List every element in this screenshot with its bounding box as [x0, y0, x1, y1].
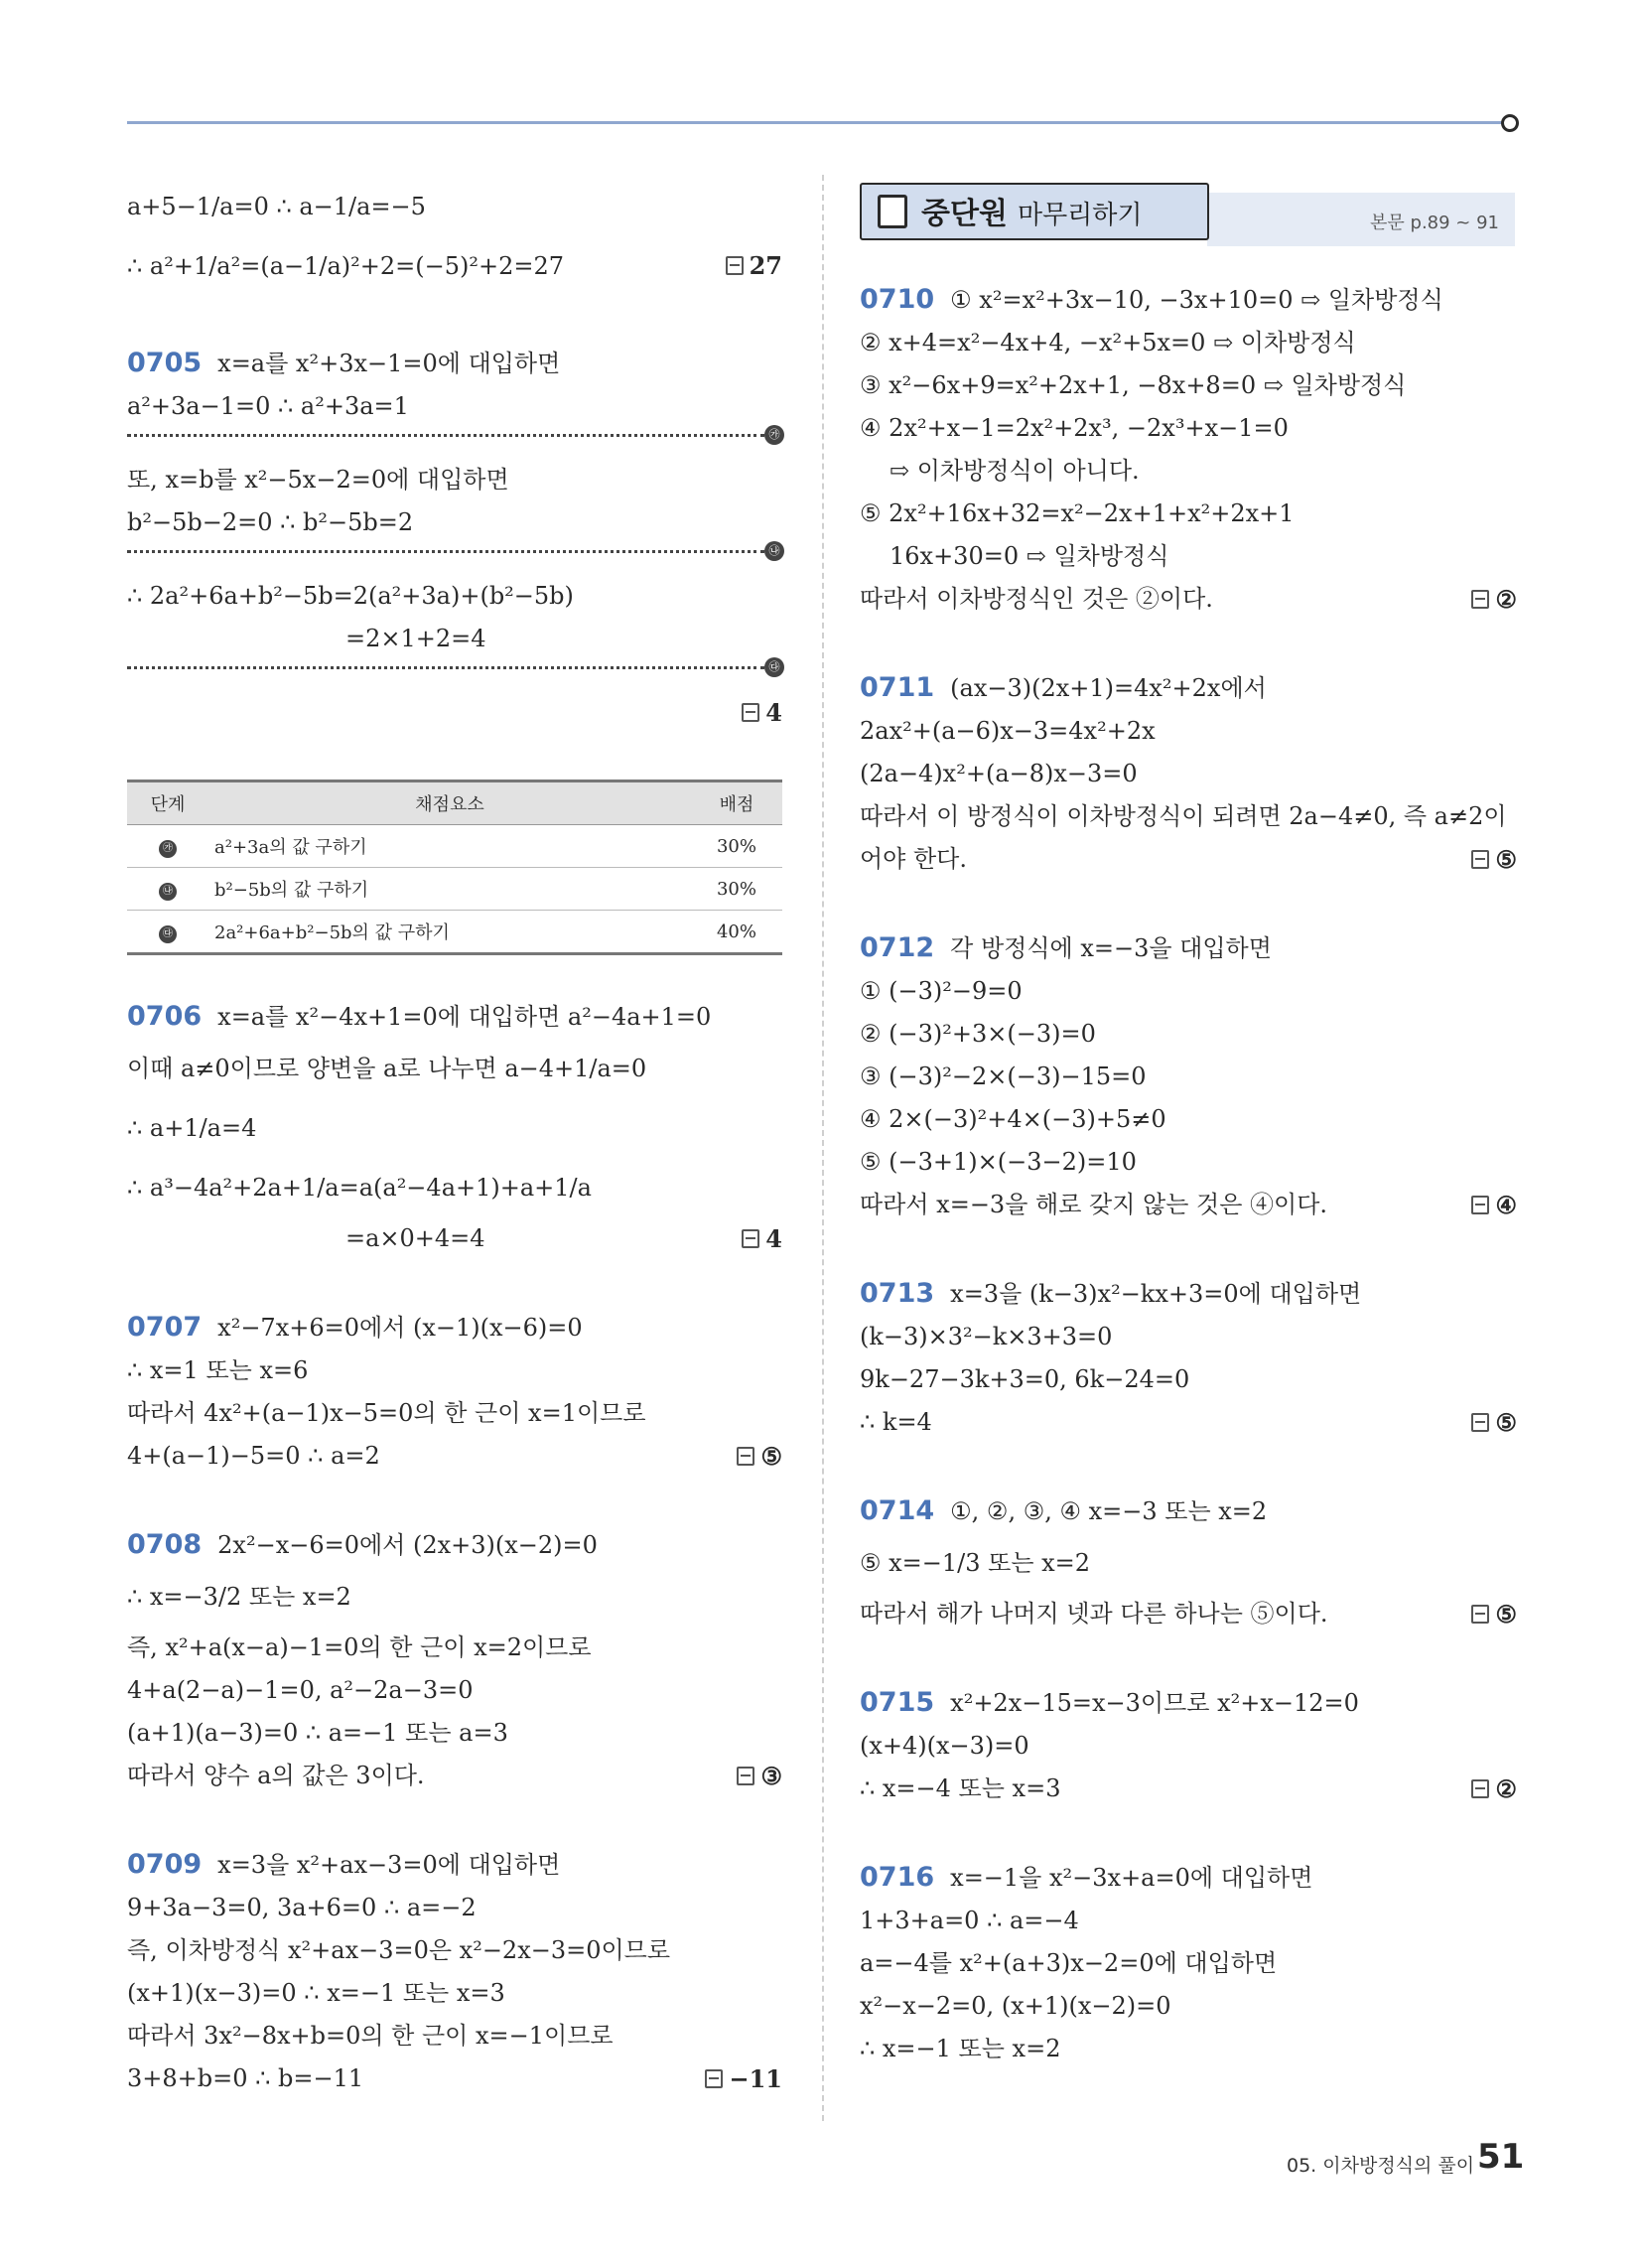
answer-value: ⑤: [1495, 1600, 1517, 1629]
solution-line-text: 각 방정식에 x=−3을 대입하면: [950, 934, 1272, 962]
problem-header: [860, 278, 1517, 322]
solution-line: ⇨ 이차방정식이 아니다.: [889, 457, 1140, 485]
solution-line-text: ∴ k=4: [860, 1408, 932, 1436]
solution-line: [860, 1593, 1517, 1635]
problem-header: [860, 1272, 1517, 1316]
solution-line: a²+3a−1=0 ∴ a²+3a=1: [127, 392, 409, 420]
problem-number: 0705: [127, 348, 203, 378]
solution-line: ③ (−3)²−2×(−3)−15=0: [860, 1063, 1147, 1090]
problem-0714: [860, 1489, 1517, 1635]
problem-number: 0711: [860, 672, 935, 703]
step-marker: ㉯: [159, 883, 177, 901]
solution-line: (a+1)(a−3)=0 ∴ a=−1 또는 a=3: [127, 1719, 508, 1747]
problem-0709: [127, 1843, 782, 2100]
solution-line: [127, 1755, 782, 1797]
answer: [737, 1435, 782, 1478]
table-header: 배점: [691, 781, 782, 825]
problem-header: [127, 1523, 782, 1567]
solution-line: ⑤ x=−1/3 또는 x=2: [860, 1549, 1091, 1577]
section-title: [921, 189, 1143, 232]
problem-header: [860, 1681, 1517, 1725]
answer-icon: [1471, 850, 1489, 869]
notebook-icon: [878, 195, 907, 228]
solution-line-text: 따라서 양수 a의 값은 3이다.: [127, 1762, 425, 1789]
problem-header: [127, 995, 782, 1039]
top-rule-end-dot: [1501, 114, 1519, 132]
solution-line: ② (−3)²+3×(−3)=0: [860, 1020, 1096, 1048]
solution-line: ② x+4=x²−4x+4, −x²+5x=0 ⇨ 이차방정식: [860, 329, 1356, 356]
answer-icon: [1471, 590, 1489, 609]
problem-number: 0716: [860, 1862, 935, 1893]
solution-line: ∴ x=−3/2 또는 x=2: [127, 1583, 351, 1611]
answer-value: ④: [1495, 1191, 1517, 1219]
step-separator: [127, 660, 780, 673]
problem-header: [860, 926, 1517, 970]
solution-line: 4+a(2−a)−1=0, a²−2a−3=0: [127, 1676, 474, 1704]
solution-line: [860, 578, 1517, 621]
answer-value: ②: [1495, 585, 1517, 614]
problem-number: 0713: [860, 1278, 935, 1309]
problem-0710: [860, 278, 1517, 621]
table-row: [127, 825, 782, 868]
answer-icon: [742, 703, 759, 722]
solution-line-text: 따라서 해가 나머지 넷과 다른 하나는 ⑤이다.: [860, 1600, 1328, 1628]
solution-line: x²−x−2=0, (x+1)(x−2)=0: [860, 1992, 1171, 2020]
solution-line: b²−5b−2=0 ∴ b²−5b=2: [127, 508, 414, 536]
step-marker: ㉰: [159, 925, 177, 943]
solution-line-text: 따라서 x=−3을 해로 갖지 않는 것은 ④이다.: [860, 1191, 1328, 1218]
step-marker: ㉮: [764, 425, 784, 445]
solution-line-text: (ax−3)(2x+1)=4x²+2x에서: [950, 674, 1267, 702]
solution-line: ∴ 2a²+6a+b²−5b=2(a²+3a)+(b²−5b): [127, 582, 574, 610]
column-divider: [822, 175, 824, 2121]
problem-header: [860, 1489, 1517, 1533]
solution-line: ④ 2×(−3)²+4×(−3)+5≠0: [860, 1105, 1166, 1133]
solution-line-text: x=3을 (k−3)x²−kx+3=0에 대입하면: [950, 1280, 1362, 1308]
answer-icon: [726, 256, 744, 275]
problem-number: 0709: [127, 1849, 203, 1880]
step-separator: [127, 428, 780, 441]
solution-line: [860, 1184, 1517, 1226]
table-header: 채점요소: [208, 781, 691, 825]
section-title-sub: 마무리하기: [1017, 201, 1143, 230]
solution-line: ① (−3)²−9=0: [860, 977, 1023, 1005]
answer-value: ②: [1495, 1774, 1517, 1803]
answer: [1471, 1401, 1517, 1444]
solution-line: 16x+30=0 ⇨ 일차방정식: [889, 542, 1169, 570]
table-cell: 30%: [691, 825, 782, 868]
answer: [1471, 1768, 1517, 1810]
solution-line-text: x²+2x−15=x−3이므로 x²+x−12=0: [950, 1689, 1359, 1717]
problem-number: 0707: [127, 1312, 203, 1343]
solution-line-text: 어야 한다.: [860, 845, 967, 873]
table-header: 단계: [127, 781, 208, 825]
answer-value: −11: [729, 2064, 782, 2093]
problem-0708: [127, 1523, 782, 1797]
solution-line-text: ∴ x=−4 또는 x=3: [860, 1774, 1061, 1802]
solution-line-text: ∴ a²+1/a²=(a−1/a)²+2=(−5)²+2=27: [127, 252, 565, 280]
solution-line: 9+3a−3=0, 3a+6=0 ∴ a=−2: [127, 1894, 477, 1921]
solution-line: 따라서 3x²−8x+b=0의 한 근이 x=−1이므로: [127, 2022, 614, 2050]
solution-line: (x+4)(x−3)=0: [860, 1732, 1029, 1760]
table-cell: a²+3a의 값 구하기: [208, 825, 691, 868]
answer-value: 27: [749, 251, 782, 280]
solution-line: (k−3)×3²−k×3+3=0: [860, 1323, 1113, 1350]
top-rule: [127, 121, 1509, 124]
solution-line: ③ x²−6x+9=x²+2x+1, −8x+8=0 ⇨ 일차방정식: [860, 371, 1407, 399]
solution-line-text: x=a를 x²−4x+1=0에 대입하면 a²−4a+1=0: [217, 1003, 712, 1031]
solution-line-text: x=3을 x²+ax−3=0에 대입하면: [217, 1851, 561, 1879]
table-row: [127, 911, 782, 954]
solution-line: ⑤ 2x²+16x+32=x²−2x+1+x²+2x+1: [860, 499, 1295, 527]
section-banner: [860, 177, 1517, 248]
chapter-title: 05. 이차방정식의 풀이: [1287, 2155, 1475, 2177]
answer: [705, 2057, 782, 2100]
problem-0713: [860, 1272, 1517, 1444]
table-cell: 2a²+6a+b²−5b의 값 구하기: [208, 911, 691, 954]
solution-line-text: 3+8+b=0 ∴ b=−11: [127, 2064, 364, 2092]
solution-line-text: x=−1을 x²−3x+a=0에 대입하면: [950, 1864, 1313, 1892]
problem-0715: [860, 1681, 1517, 1810]
answer-value: 4: [765, 698, 782, 727]
answer: [1471, 1184, 1517, 1226]
answer-value: ⑤: [1495, 1408, 1517, 1437]
solution-line: ④ 2x²+x−1=2x²+2x³, −2x³+x−1=0: [860, 414, 1289, 442]
table-cell: b²−5b의 값 구하기: [208, 868, 691, 911]
solution-line: [127, 1217, 782, 1260]
solution-line: [127, 2057, 782, 2100]
problem-0706: [127, 995, 782, 1260]
problem-number: 0708: [127, 1529, 203, 1560]
solution-line-text: ① x²=x²+3x−10, −3x+10=0 ⇨ 일차방정식: [950, 286, 1443, 314]
problem-header: [127, 1843, 782, 1887]
answer: [737, 1755, 782, 1797]
problem-0712: [860, 926, 1517, 1226]
solution-line: 이때 a≠0이므로 양변을 a로 나누면 a−4+1/a=0: [127, 1055, 647, 1082]
solution-line: 9k−27−3k+3=0, 6k−24=0: [860, 1365, 1190, 1393]
problem-header: [127, 342, 782, 385]
table-cell: 40%: [691, 911, 782, 954]
answer: [1471, 1593, 1517, 1635]
answer-value: 4: [765, 1224, 782, 1253]
answer-icon: [737, 1767, 754, 1785]
solution-line: ∴ x=−1 또는 x=2: [860, 2035, 1061, 2062]
step-marker: ㉯: [764, 541, 784, 561]
table-row: [127, 868, 782, 911]
solution-line: 또, x=b를 x²−5x−2=0에 대입하면: [127, 466, 509, 494]
page-reference: 본문 p.89 ~ 91: [1370, 213, 1499, 233]
answer-value: ③: [760, 1762, 782, 1790]
scoring-table: [127, 780, 782, 955]
problem-header: [860, 1856, 1517, 1900]
left-column: [127, 177, 782, 2146]
intro-solution: [127, 177, 782, 296]
solution-line: [127, 1435, 782, 1478]
answer-icon: [1471, 1413, 1489, 1432]
answer: [742, 1217, 782, 1260]
problem-number: 0712: [860, 932, 935, 963]
section-title-main: 중단원: [921, 197, 1008, 231]
solution-line-text: x=a를 x²+3x−1=0에 대입하면: [217, 350, 561, 377]
step-separator: [127, 544, 780, 557]
problem-0716: [860, 1856, 1517, 2070]
problem-number: 0714: [860, 1495, 935, 1526]
right-column: [860, 177, 1517, 2116]
answer: [1471, 838, 1517, 881]
solution-line: ∴ x=1 또는 x=6: [127, 1356, 309, 1384]
step-marker: ㉰: [764, 657, 784, 677]
solution-line-text: =a×0+4=4: [345, 1224, 485, 1252]
step-marker: ㉮: [159, 840, 177, 858]
answer-icon: [742, 1229, 759, 1248]
problem-number: 0706: [127, 1001, 203, 1032]
problem-0705: [127, 342, 782, 734]
problem-header: [860, 666, 1517, 710]
problem-number: 0715: [860, 1687, 935, 1718]
solution-line: 따라서 4x²+(a−1)x−5=0의 한 근이 x=1이므로: [127, 1399, 646, 1427]
solution-line: =2×1+2=4: [345, 625, 486, 652]
solution-line: [127, 236, 782, 296]
solution-line: [860, 1768, 1517, 1810]
solution-line-text: 따라서 이차방정식인 것은 ②이다.: [860, 585, 1213, 613]
solution-line-text: x²−7x+6=0에서 (x−1)(x−6)=0: [217, 1314, 583, 1342]
solution-line-text: 4+(a−1)−5=0 ∴ a=2: [127, 1442, 380, 1470]
answer: [1471, 578, 1517, 621]
answer-icon: [1471, 1779, 1489, 1798]
solution-line: [860, 838, 1517, 881]
solution-line: a+5−1/a=0 ∴ a−1/a=−5: [127, 193, 426, 220]
solution-line: ∴ a+1/a=4: [127, 1114, 257, 1142]
solution-line: 2ax²+(a−6)x−3=4x²+2x: [860, 717, 1156, 745]
solution-line: 1+3+a=0 ∴ a=−4: [860, 1907, 1079, 1934]
solution-line: ⑤ (−3+1)×(−3−2)=10: [860, 1148, 1137, 1176]
solution-line: (2a−4)x²+(a−8)x−3=0: [860, 760, 1138, 787]
problem-header: [127, 1306, 782, 1349]
solution-line: (x+1)(x−3)=0 ∴ x=−1 또는 x=3: [127, 1979, 505, 2007]
solution-line: [127, 691, 782, 734]
problem-number: 0710: [860, 284, 935, 315]
answer-icon: [737, 1447, 754, 1466]
answer-value: ⑤: [1495, 845, 1517, 874]
answer: [742, 691, 782, 734]
answer-icon: [705, 2069, 723, 2088]
problem-0707: [127, 1306, 782, 1478]
problem-0711: [860, 666, 1517, 881]
answer-icon: [1471, 1196, 1489, 1214]
solution-line-text: ①, ②, ③, ④ x=−3 또는 x=2: [950, 1497, 1268, 1525]
solution-line: ∴ a³−4a²+2a+1/a=a(a²−4a+1)+a+1/a: [127, 1174, 592, 1202]
solution-line: 즉, x²+a(x−a)−1=0의 한 근이 x=2이므로: [127, 1633, 592, 1661]
solution-line: [860, 1401, 1517, 1444]
answer-value: ⑤: [760, 1442, 782, 1471]
solution-line-text: 2x²−x−6=0에서 (2x+3)(x−2)=0: [217, 1531, 598, 1559]
page-number: 51: [1477, 2137, 1525, 2177]
solution-line: 즉, 이차방정식 x²+ax−3=0은 x²−2x−3=0이므로: [127, 1936, 671, 1964]
answer: [726, 236, 782, 296]
solution-line: 따라서 이 방정식이 이차방정식이 되려면 2a−4≠0, 즉 a≠2이: [860, 802, 1507, 830]
table-cell: 30%: [691, 868, 782, 911]
answer-icon: [1471, 1605, 1489, 1624]
solution-line: a=−4를 x²+(a+3)x−2=0에 대입하면: [860, 1949, 1278, 1977]
